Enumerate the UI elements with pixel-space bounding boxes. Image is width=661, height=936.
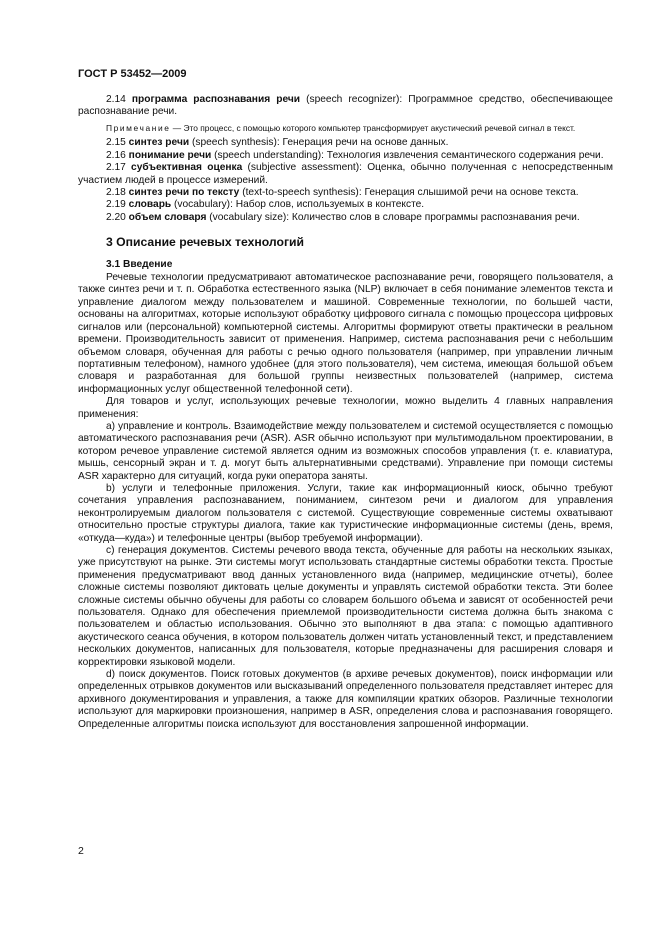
document-header: ГОСТ Р 53452—2009 (78, 68, 187, 80)
list-item-c: c) генерация документов. Системы речевого ввода текста, обученные для работы на нескольких языках, уже присутствуют на рынке. Эти системы могут использовать стандартные системы обработки текста. Простые применения предусматривают ввод данных установленного вида (например, медицинские отчеты), более сложные системы позволяют диктовать целые документы и управлять системой обработки текста. Эти более сложные системы обычно обучены для работы со словарем большого объема и зависят от особенностей речи пользователя. Однако для обеспечения приемлемой производительности система должна быть знакома с пользователем и областью использования. Обычно это выполняют в два этапа: с помощью адаптивного акустического сеанса обучения, в котором пользователь должен читать установленный текст, и представлением нескольких документов, написанных для пользователя, которые предназначены для расширения словаря и корректировки языковой модели. (78, 545, 613, 668)
definition-2-19 (78, 199, 613, 211)
document-body (78, 94, 613, 731)
definition-term: субъективная оценка (131, 162, 243, 174)
definition-2-15 (78, 137, 613, 149)
definition-text: (subjective assessment): Оценка, обычно полученная с непосредственным участием людей в процессе измерений. (78, 162, 613, 186)
definition-term: синтез речи по тексту (128, 187, 240, 199)
definition-term: объем словаря (128, 211, 207, 223)
definition-text: (speech understanding): Технология извлечения семантического содержания речи. (211, 149, 604, 161)
definition-text: (speech recognizer): Программное средство, обеспечивающее распознавание речи. (78, 94, 613, 118)
definition-number: 2.19 (106, 199, 126, 211)
note-label: Примечание (106, 122, 171, 133)
definition-term: словарь (128, 199, 172, 211)
definition-number: 2.20 (106, 211, 126, 223)
definition-2-14 (78, 94, 613, 119)
definition-2-18 (78, 187, 613, 199)
definition-term: понимание речи (128, 149, 212, 161)
definition-number: 2.16 (106, 149, 126, 161)
definition-text: (vocabulary): Набор слов, используемых в контексте. (171, 199, 425, 211)
note-text: — Это процесс, с помощью которого компьютер трансформирует акустический речевой сигнал в текст. (170, 122, 576, 133)
paragraph-intro: Речевые технологии предусматривают автоматическое распознавание речи, говорящего пользователя, а также синтез речи и т. п. Обработка естественного языка (NLP) включает в себя понимание элементов текста и управление диалогом между пользователем и машиной. Современные технологии, по большей части, основаны на алгоритмах, которые используют обработку цифрового сигнала с помощью процессора цифровых сигналов или (персональной) компьютерной системы. Алгоритмы формируют ответы практически в реальном времени. Производительность зависит от применения. Например, система распознавания речи с небольшим объемом словаря, обученная для работы с речью одного пользователя (например, при управлении личным портативным телефоном), намного удобнее (для этого пользователя), чем система, имеющая большой объем словаря и разработанная для большой группы неизвестных пользователей (например, система информационных услуг общественной телефонной сети). (78, 272, 613, 395)
list-item-a: a) управление и контроль. Взаимодействие между пользователем и системой осуществляется с помощью автоматического распознавания речи (ASR). ASR обычно используют при мультимодальном проектировании, в котором речевое управление системой является одним из возможных способов управления (т. е. клавиатура, мышь, сенсорный экран и т. д. могут быть альтернативными средствами). Управление при помощи системы ASR характерно для ситуаций, когда руки оператора заняты. (78, 420, 613, 482)
note (78, 123, 613, 134)
definition-number: 2.15 (106, 137, 126, 149)
definition-term: синтез речи (128, 137, 190, 149)
list-item-d: d) поиск документов. Поиск готовых документов (в архиве речевых документов), поиск информации или определенных отрывков документов или высказываний определенного пользователя представляет интерес для архивного документирования и управления, а также для компиляции кратких обзоров. Различные технологии используют для маркировки произношения, например в ASR, определения слова и распознавания говорящего. Определенные алгоритмы поиска используют для восстановления запрошенной информации. (78, 669, 613, 730)
definition-number: 2.18 (106, 187, 126, 199)
definition-2-20 (78, 212, 613, 224)
list-item-b: b) услуги и телефонные приложения. Услуги, такие как информационный киоск, обычно требуют сочетания управления распознаванием, пониманием, синтезом речи и диалогом для управления неконтролируемым диалогом пользователя с системой. Существующие современные системы охватывают относительно простые структуры диалога, такие как туристические информационные системы (день, время, «откуда—куда») и телефонные центры (выбор требуемой информации). (78, 482, 613, 544)
paragraph-directions: Для товаров и услуг, использующих речевые технологии, можно выделить 4 главных направления применения: (78, 396, 613, 420)
subsection-heading: 3.1 Введение (106, 258, 173, 270)
definition-2-17 (78, 162, 613, 187)
definition-term: программа распознавания речи (131, 94, 301, 105)
definition-text: (speech synthesis): Генерация речи на основе данных. (189, 137, 449, 149)
definition-text: (vocabulary size): Количество слов в словаре программы распознавания речи. (206, 211, 580, 223)
definition-number: 2.17 (106, 162, 126, 174)
page-number: 2 (78, 845, 84, 857)
definition-text: (text-to-speech synthesis): Генерация слышимой речи на основе текста. (239, 187, 579, 199)
definition-2-16 (78, 150, 613, 162)
section-heading: 3 Описание речевых технологий (106, 235, 305, 250)
definition-number: 2.14 (106, 94, 126, 105)
